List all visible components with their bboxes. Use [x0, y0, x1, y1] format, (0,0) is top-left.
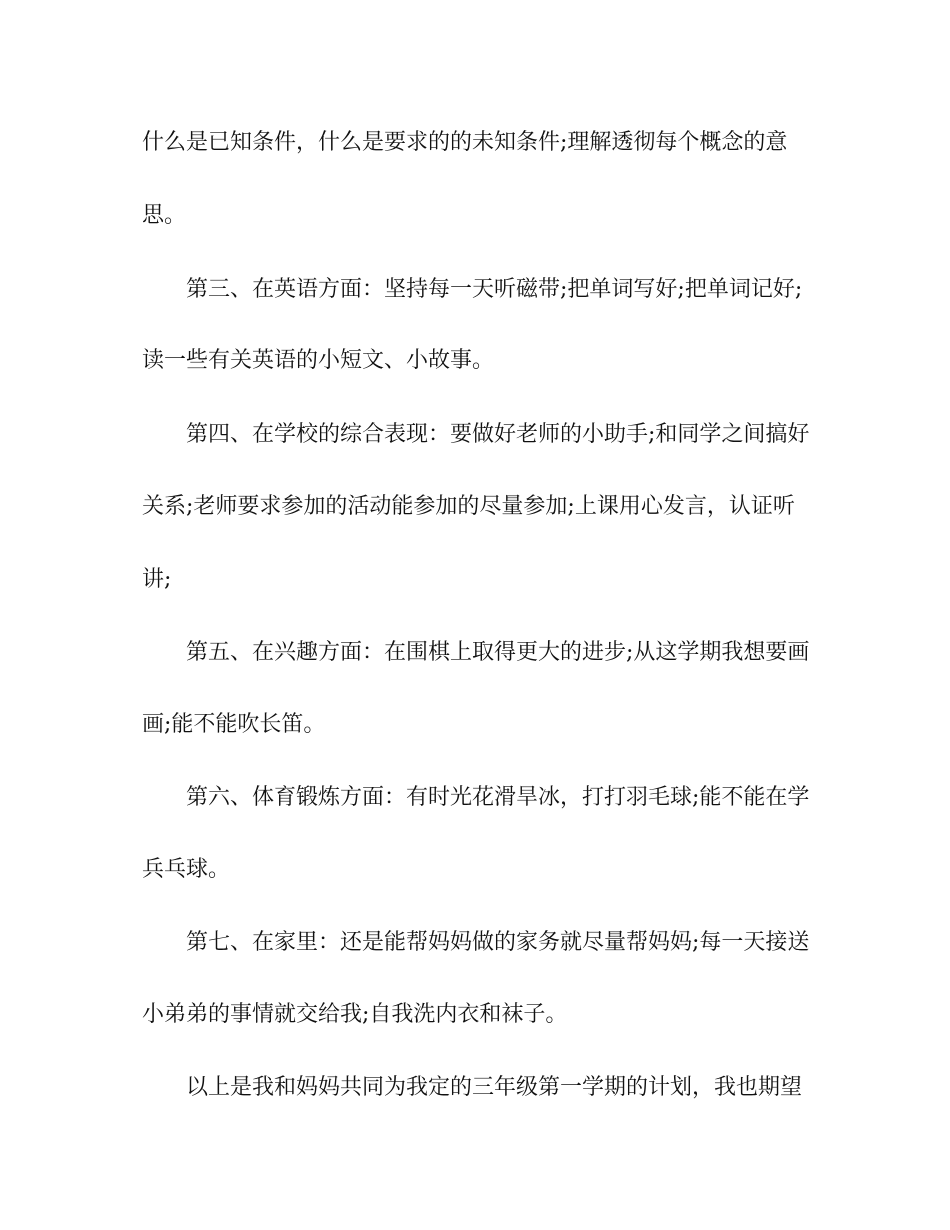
text-line: 小弟弟的事情就交给我;自我洗内衣和袜子。 [142, 1002, 568, 1027]
text-line: 什么是已知条件，什么是要求的的未知条件;理解透彻每个概念的意 [142, 130, 788, 155]
text-line: 讲; [142, 567, 172, 592]
text-line: 思。 [142, 203, 187, 228]
paragraph-first-line: 第六、体育锻炼方面：有时光花滑旱冰，打打羽毛球;能不能在学 [186, 785, 810, 810]
paragraph-first-line: 以上是我和妈妈共同为我定的三年级第一学期的计划，我也期望 [186, 1075, 803, 1100]
text-line: 读一些有关英语的小短文、小故事。 [142, 348, 495, 373]
paragraph-first-line: 第四、在学校的综合表现：要做好老师的小助手;和同学之间搞好 [186, 422, 810, 447]
paragraph-first-line: 第五、在兴趣方面：在围棋上取得更大的进步;从这学期我想要画 [186, 640, 810, 665]
text-line: 画;能不能吹长笛。 [142, 712, 326, 737]
text-line: 关系;老师要求参加的活动能参加的尽量参加;上课用心发言，认证听 [142, 494, 795, 519]
paragraph-first-line: 第七、在家里：还是能帮妈妈做的家务就尽量帮妈妈;每一天接送 [186, 930, 810, 955]
text-line: 兵乓球。 [142, 857, 231, 882]
paragraph-first-line: 第三、在英语方面：坚持每一天听磁带;把单词写好;把单词记好; [186, 277, 803, 302]
